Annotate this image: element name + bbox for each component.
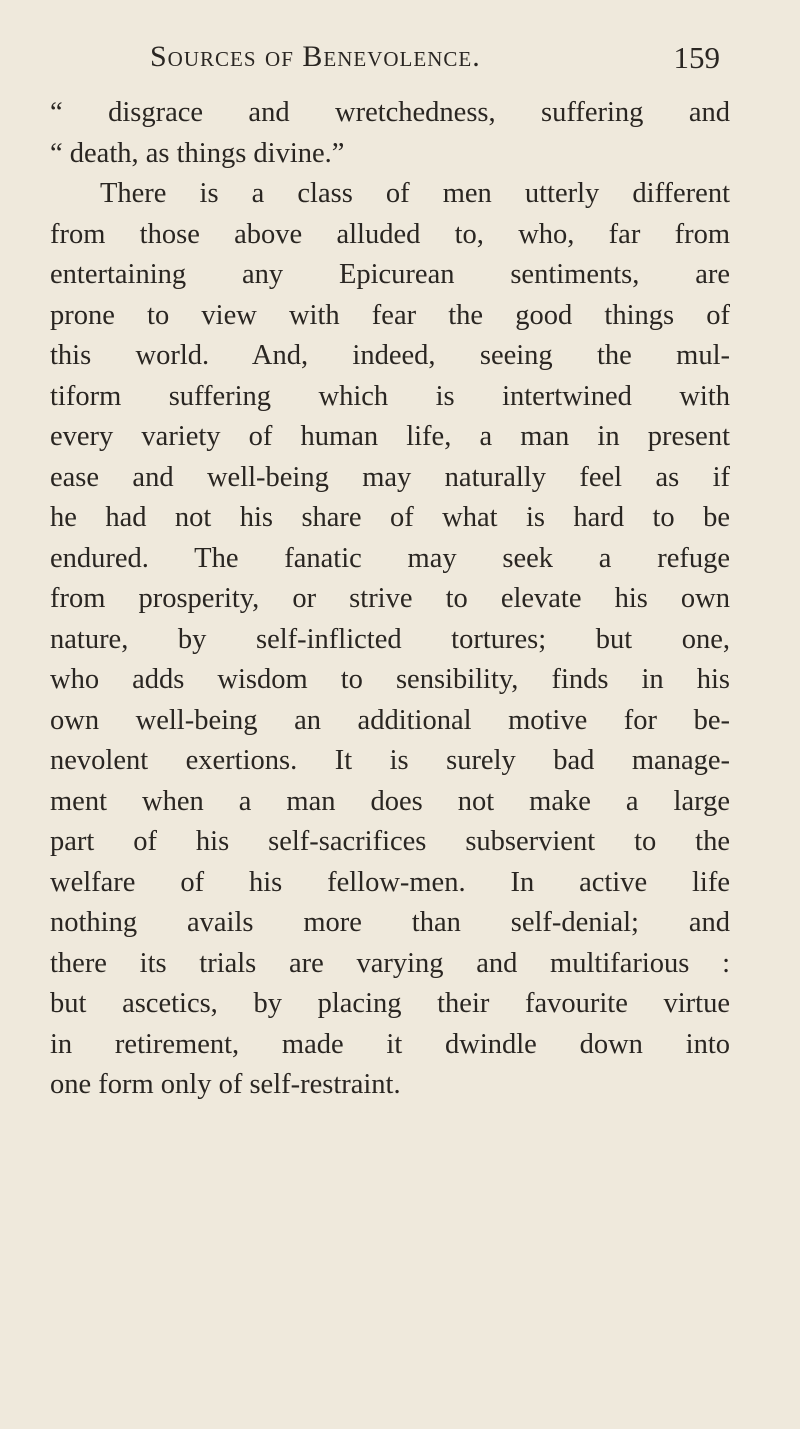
running-title: Sources of Benevolence. — [150, 40, 481, 73]
text-line: prone to view with fear the good things of — [50, 299, 730, 331]
text-line: from prosperity, or strive to elevate his own — [50, 583, 730, 614]
page-number: 159 — [673, 40, 720, 75]
text-line: “ disgrace and wretchedness, suffering and — [50, 97, 730, 128]
text-line: “ death, as things divine.” — [50, 137, 345, 169]
text-line: There is a class of men utterly different — [100, 178, 730, 209]
text-line: welfare of his fellow-men. In active life — [50, 866, 730, 898]
body-text — [50, 93, 730, 1106]
text-line: every variety of human life, a man in present — [50, 421, 730, 452]
text-line: entertaining any Epicurean sentiments, are — [50, 259, 730, 290]
text-line: he had not his share of what is hard to be — [50, 502, 730, 533]
text-line: there its trials are varying and multifarious : — [50, 947, 730, 979]
running-head — [150, 40, 720, 90]
text-line: ease and well-being may naturally feel as if — [50, 461, 730, 493]
text-line: from those above alluded to, who, far from — [50, 218, 730, 250]
text-line: ment when a man does not make a large — [50, 785, 730, 817]
text-line: but ascetics, by placing their favourite virtue — [50, 988, 730, 1019]
text-line: nothing avails more than self-denial; and — [50, 907, 730, 938]
text-line: part of his self-sacrifices subservient to the — [50, 826, 730, 857]
text-line: nevolent exertions. It is surely bad manage- — [50, 745, 730, 776]
text-line: nature, by self-inflicted tortures; but one, — [50, 623, 730, 655]
text-line: tiform suffering which is intertwined with — [50, 380, 730, 412]
text-line: own well-being an additional motive for be- — [50, 704, 730, 736]
text-line: this world. And, indeed, seeing the mul- — [50, 340, 730, 371]
text-line: in retirement, made it dwindle down into — [50, 1028, 730, 1060]
text-line: one form only of self-restraint. — [50, 1069, 401, 1100]
text-line: who adds wisdom to sensibility, finds in his — [50, 664, 730, 695]
text-line: endured. The fanatic may seek a refuge — [50, 542, 730, 574]
